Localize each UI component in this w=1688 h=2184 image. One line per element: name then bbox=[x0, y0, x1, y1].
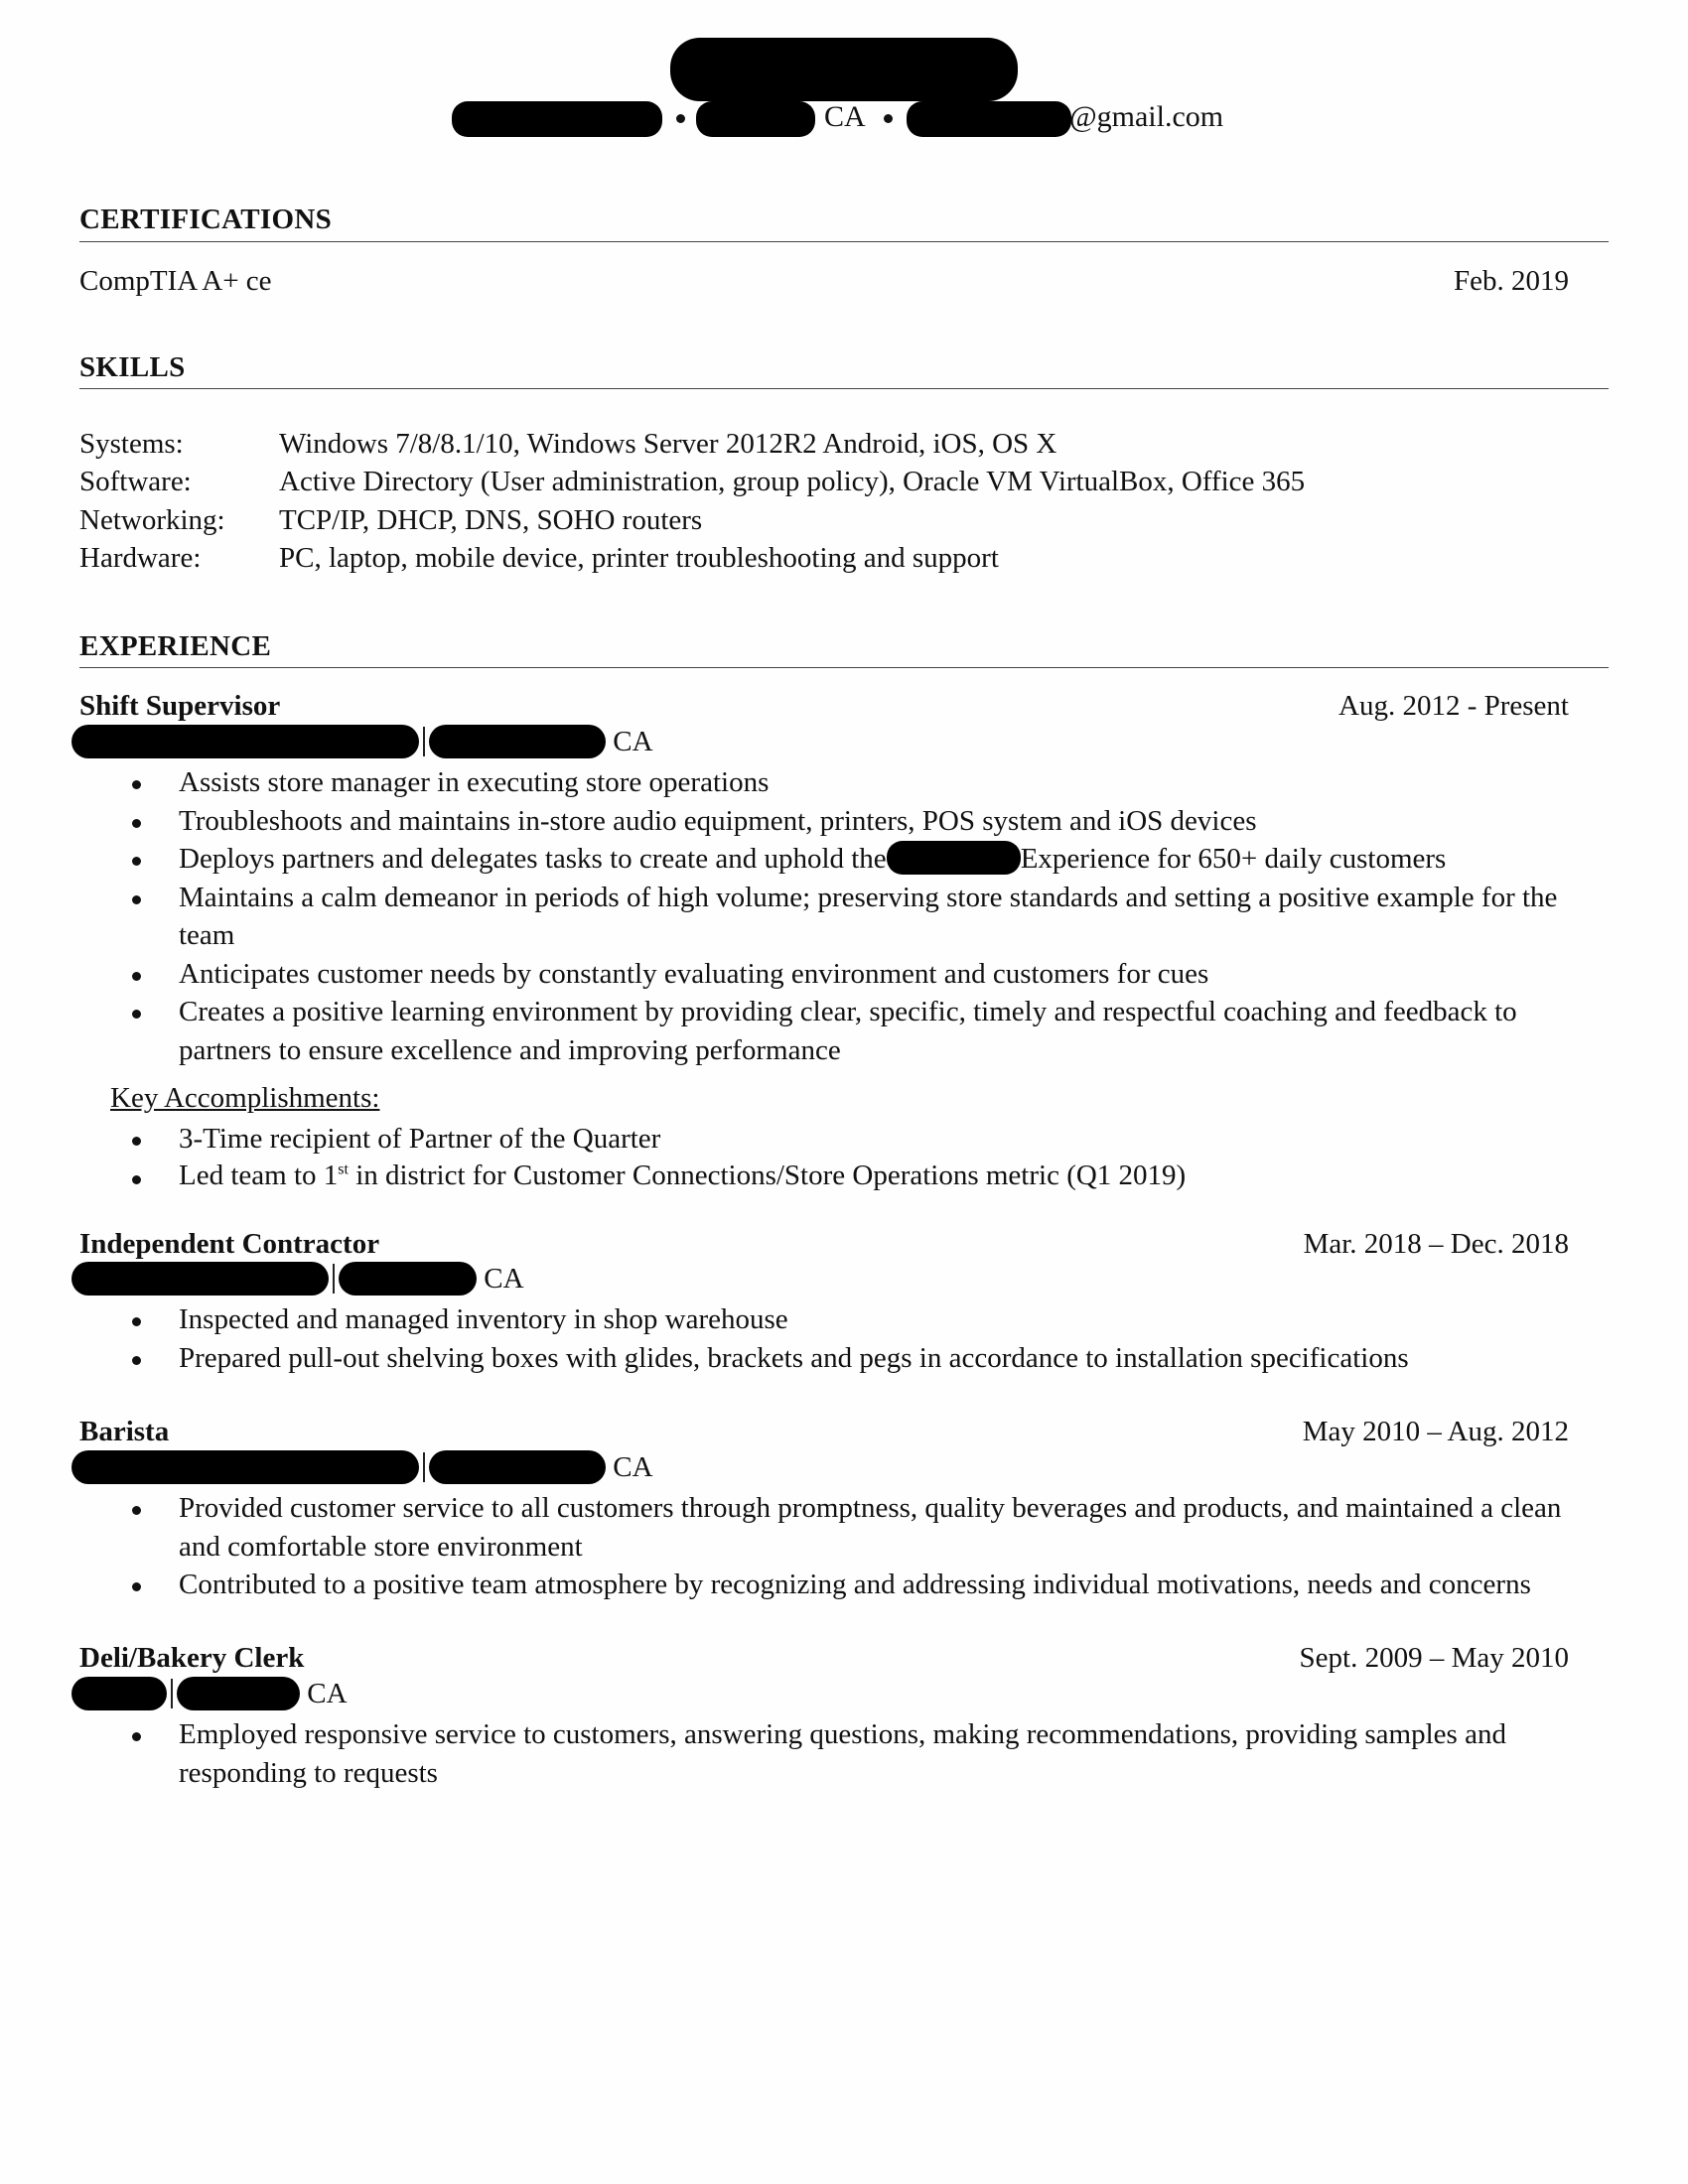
separator-dot bbox=[884, 114, 893, 123]
certifications-heading: CERTIFICATIONS bbox=[79, 204, 333, 235]
job-title: Independent Contractor bbox=[79, 1228, 380, 1260]
employer-state: CA bbox=[613, 726, 653, 757]
job-title: Barista bbox=[79, 1416, 170, 1447]
list-item: Creates a positive learning environment by providing clear, specific, timely and respectful coaching and feedback to partners to ensure excellence and improving performance bbox=[129, 993, 1579, 1069]
job-bullets bbox=[129, 763, 1618, 1069]
redacted-email-user bbox=[907, 101, 1071, 137]
list-item: Inspected and managed inventory in shop warehouse bbox=[129, 1300, 1618, 1339]
redacted-employer bbox=[71, 1262, 329, 1296]
list-item: Employed responsive service to customers, answering questions, making recommendations, providing samples and responding to requests bbox=[129, 1715, 1579, 1792]
job-bullets bbox=[129, 1300, 1618, 1377]
employer-state: CA bbox=[613, 1451, 653, 1483]
list-item: Troubleshoots and maintains in-store audio equipment, printers, POS system and iOS devices bbox=[129, 802, 1618, 841]
contact-line bbox=[0, 95, 1688, 139]
employer-state: CA bbox=[484, 1263, 524, 1295]
ordinal-suffix: st bbox=[338, 1160, 349, 1177]
employer-state: CA bbox=[307, 1678, 348, 1709]
pipe-separator bbox=[171, 1679, 173, 1708]
list-item: Contributed to a positive team atmosphere by recognizing and addressing individual motivations, needs and concerns bbox=[129, 1566, 1618, 1604]
skills-value: PC, laptop, mobile device, printer troubleshooting and support bbox=[279, 542, 999, 574]
bullet-text: Experience for 650+ daily customers bbox=[1020, 843, 1447, 875]
list-item bbox=[129, 840, 1618, 879]
section-divider bbox=[79, 241, 1609, 242]
skills-label: Software: bbox=[79, 466, 192, 497]
employer-line bbox=[71, 1260, 524, 1297]
redacted-city bbox=[429, 725, 606, 758]
pipe-separator bbox=[423, 727, 425, 756]
accomplishment-bullets bbox=[129, 1120, 1618, 1192]
email-domain: @gmail.com bbox=[1069, 100, 1224, 133]
redacted-city bbox=[696, 101, 815, 137]
certification-date: Feb. 2019 bbox=[1454, 265, 1569, 297]
employer-line bbox=[71, 1675, 348, 1712]
contact-state: CA bbox=[824, 100, 866, 133]
list-item: Provided customer service to all customers through promptness, quality beverages and products, and maintained a clean and comfortable store environment bbox=[129, 1489, 1579, 1566]
list-item: Maintains a calm demeanor in periods of high volume; preserving store standards and setting a positive example for the team bbox=[129, 879, 1559, 955]
skills-value: Windows 7/8/8.1/10, Windows Server 2012R2 Android, iOS, OS X bbox=[279, 428, 1057, 460]
bullet-text: Deploys partners and delegates tasks to create and uphold the bbox=[179, 843, 887, 875]
job-title: Shift Supervisor bbox=[79, 690, 281, 722]
list-item: Assists store manager in executing store operations bbox=[129, 763, 1618, 802]
skills-heading: SKILLS bbox=[79, 351, 186, 383]
pipe-separator bbox=[333, 1264, 335, 1294]
redacted-employer bbox=[71, 1450, 419, 1484]
list-item bbox=[129, 1159, 1618, 1192]
key-accomplishments-label: Key Accomplishments: bbox=[110, 1082, 380, 1114]
job-bullets bbox=[129, 1489, 1618, 1604]
redacted-city bbox=[429, 1450, 606, 1484]
job-dates: Aug. 2012 - Present bbox=[1338, 690, 1569, 722]
redacted-company bbox=[887, 841, 1021, 875]
separator-dot bbox=[676, 114, 685, 123]
job-title: Deli/Bakery Clerk bbox=[79, 1642, 305, 1674]
skills-label: Hardware: bbox=[79, 542, 202, 574]
redacted-city bbox=[339, 1262, 477, 1296]
employer-line bbox=[71, 1448, 653, 1486]
skills-value: Active Directory (User administration, group policy), Oracle VM VirtualBox, Office 365 bbox=[279, 466, 1306, 497]
accomplishment-text: in district for Customer Connections/Store Operations metric (Q1 2019) bbox=[348, 1159, 1187, 1191]
section-divider bbox=[79, 388, 1609, 389]
redacted-employer bbox=[71, 1677, 167, 1710]
skills-label: Systems: bbox=[79, 428, 184, 460]
job-dates: Mar. 2018 – Dec. 2018 bbox=[1303, 1228, 1569, 1260]
redacted-city bbox=[177, 1677, 300, 1710]
accomplishment-text: Led team to 1 bbox=[179, 1159, 339, 1191]
job-dates: May 2010 – Aug. 2012 bbox=[1302, 1416, 1569, 1447]
section-divider bbox=[79, 667, 1609, 668]
redacted-name bbox=[670, 38, 1018, 101]
certification-name: CompTIA A+ ce bbox=[79, 265, 272, 297]
employer-line bbox=[71, 723, 653, 760]
list-item: Prepared pull-out shelving boxes with glides, brackets and pegs in accordance to installation specifications bbox=[129, 1339, 1618, 1378]
skills-label: Networking: bbox=[79, 504, 225, 536]
skills-value: TCP/IP, DHCP, DNS, SOHO routers bbox=[279, 504, 703, 536]
job-dates: Sept. 2009 – May 2010 bbox=[1299, 1642, 1569, 1674]
experience-heading: EXPERIENCE bbox=[79, 630, 272, 662]
redacted-employer bbox=[71, 725, 419, 758]
list-item: 3-Time recipient of Partner of the Quarter bbox=[129, 1120, 1618, 1159]
job-bullets bbox=[129, 1715, 1618, 1792]
list-item: Anticipates customer needs by constantly evaluating environment and customers for cues bbox=[129, 955, 1618, 994]
pipe-separator bbox=[423, 1452, 425, 1482]
redacted-phone bbox=[452, 101, 662, 137]
